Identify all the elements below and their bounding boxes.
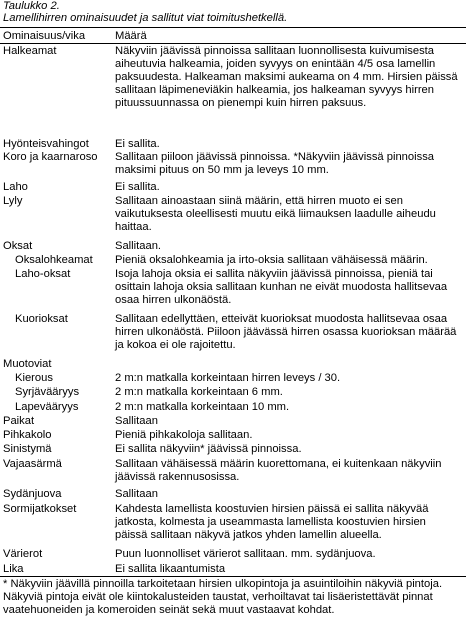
header-rule bbox=[0, 43, 466, 44]
header-col-amount: Määrä bbox=[115, 30, 147, 42]
table-caption-title: Lamellihirren ominaisuudet ja sallitut viat toimitushetkellä. bbox=[3, 12, 288, 24]
table-bottom-rule bbox=[0, 576, 466, 577]
header-col-property: Ominaisuus/vika bbox=[3, 30, 86, 42]
table-caption-label: Taulukko 2. bbox=[3, 0, 60, 12]
table-footnote: * Näkyviin jäävillä pinnoilla tarkoitetaan hirsien ulkopintoja ja asuintiloihin näkyviä pintoja. Näkyviä pintoja eivät ole kiintokalusteiden taustat, verhoiltavat tai lisäeristettävät pinnat vaatehuoneiden ja komeroiden seinät sekä muut vastaavat kohdat. bbox=[3, 578, 443, 616]
table-top-rule bbox=[0, 27, 466, 28]
